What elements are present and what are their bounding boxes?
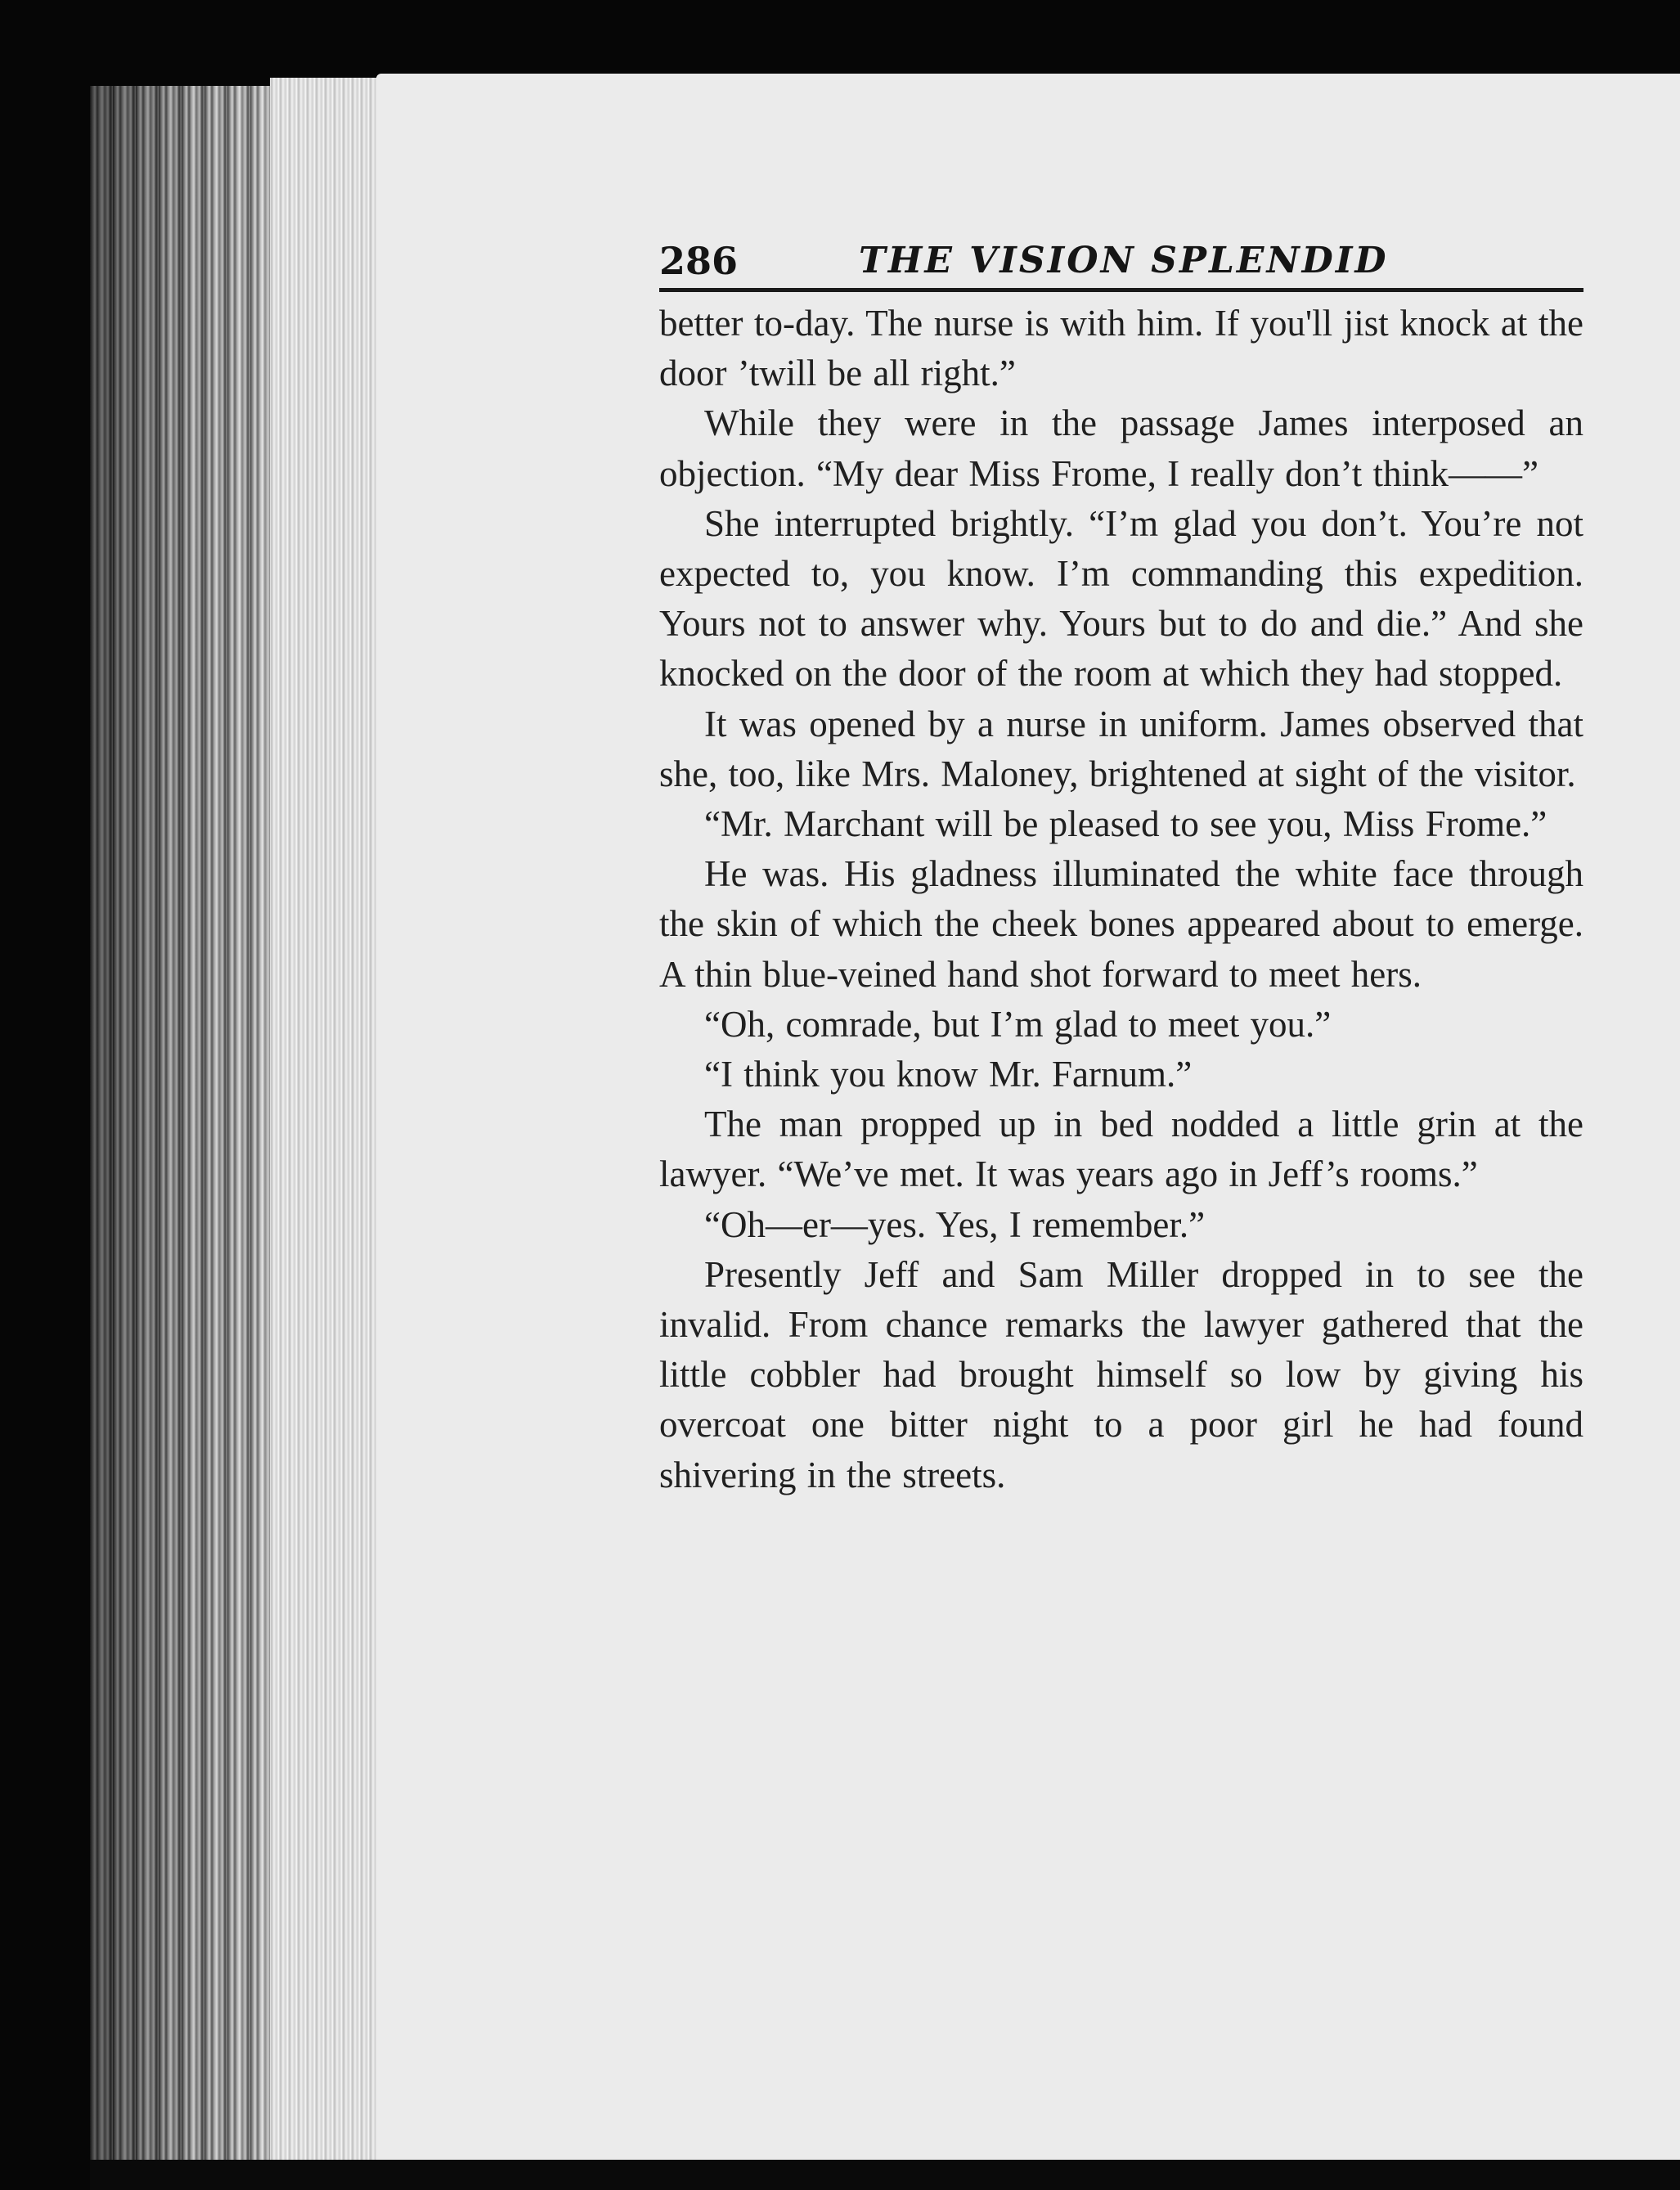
page-content	[659, 234, 1583, 1500]
running-title: THE VISION SPLENDID	[859, 240, 1389, 281]
paragraph: It was opened by a nurse in uniform. James observed that she, too, like Mrs. Maloney, brightened at sight of the visitor.	[659, 703, 1583, 794]
page-number: 286	[659, 239, 739, 283]
bottom-shadow	[90, 2160, 1680, 2190]
paragraph: While they were in the passage James interposed an objection. “My dear Miss Frome, I really don’t think——”	[659, 402, 1583, 494]
page-stack-edge	[270, 78, 384, 2176]
book-page	[376, 74, 1680, 2180]
paragraph: Presently Jeff and Sam Miller dropped in to see the invalid. From chance remarks the lawyer gathered that the little cobbler had brought himself so low by giving his overcoat one bitter night to a poor girl he had found shivering in the streets.	[659, 1253, 1583, 1495]
paragraph: “I think you know Mr. Farnum.”	[704, 1054, 1193, 1095]
running-header	[659, 234, 1583, 292]
paragraph: “Oh, comrade, but I’m glad to meet you.”	[704, 1003, 1332, 1045]
paragraph: “Mr. Marchant will be pleased to see you, Miss Frome.”	[704, 803, 1547, 845]
paragraph-continued: better to-day. The nurse is with him. If you'll jist knock at the door ’twill be all right.”	[659, 303, 1583, 394]
body-text	[659, 299, 1583, 1500]
paragraph: She interrupted brightly. “I’m glad you don’t. You’re not expected to, you know. I’m commanding this expedition. Yours not to answer why. Yours but to do and die.” And she knocked on the door of the room at which they had stopped.	[659, 502, 1583, 695]
paragraph: “Oh—er—yes. Yes, I remember.”	[704, 1203, 1206, 1245]
paragraph: The man propped up in bed nodded a little grin at the lawyer. “We’ve met. It was years ago in Jeff’s rooms.”	[659, 1104, 1583, 1195]
paragraph: He was. His gladness illuminated the white face through the skin of which the cheek bones appeared about to emerge. A thin blue-veined hand shot forward to meet hers.	[659, 853, 1583, 995]
